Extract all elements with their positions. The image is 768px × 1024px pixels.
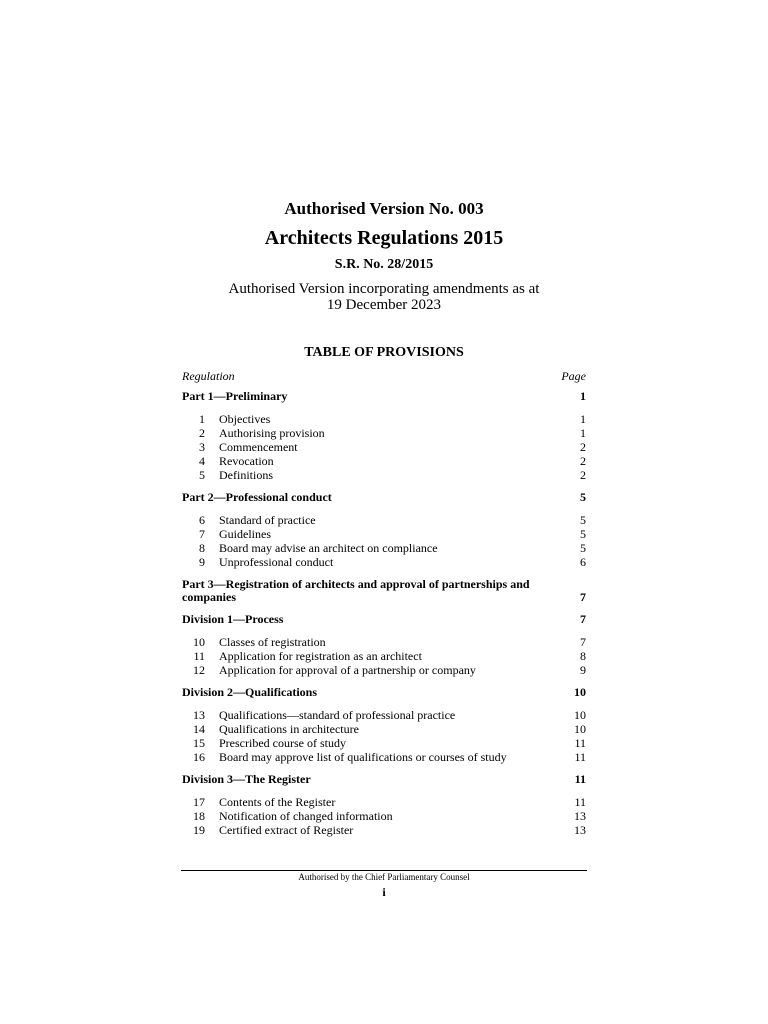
toc-entry-number: 13: [193, 708, 205, 722]
toc-entry[interactable]: [182, 635, 586, 649]
toc-entry-title: Standard of practice: [219, 513, 316, 527]
toc-entry-number: 12: [193, 663, 205, 677]
toc-entry-title: Unprofessional conduct: [219, 555, 334, 569]
toc-heading-entry[interactable]: [182, 578, 586, 604]
toc-entry-page: 9: [580, 663, 586, 677]
toc-entry-number: 11: [193, 649, 205, 663]
authorised-version-number: Authorised Version No. 003: [284, 199, 484, 218]
toc-entry-page: 5: [580, 513, 586, 527]
toc-entry-page: 1: [580, 426, 586, 440]
toc-entry[interactable]: [182, 823, 586, 837]
toc-entry[interactable]: [182, 750, 586, 764]
toc-heading-title: Part 2—Professional conduct: [182, 490, 332, 504]
incorporating-line-2: 19 December 2023: [326, 297, 442, 313]
toc-heading-title: Division 1—Process: [182, 612, 284, 626]
toc-heading-entry[interactable]: [182, 491, 586, 504]
toc-entry-page: 2: [580, 454, 586, 468]
toc-heading-entry[interactable]: [182, 613, 586, 626]
toc-entry-number: 5: [199, 468, 205, 482]
toc-body: [182, 390, 586, 846]
toc-entry-title: Authorising provision: [219, 426, 325, 440]
toc-entry-number: 10: [193, 635, 205, 649]
toc-entry-number: 1: [199, 412, 205, 426]
toc-heading-page: 1: [580, 389, 586, 403]
toc-heading: TABLE OF PROVISIONS: [304, 345, 464, 360]
toc-heading-entry[interactable]: [182, 686, 586, 699]
toc-heading-page: 10: [574, 685, 586, 699]
toc-entry-title: Board may advise an architect on compliance: [219, 541, 438, 555]
toc-entry[interactable]: [182, 541, 586, 555]
toc-entry-title: Classes of registration: [219, 635, 326, 649]
toc-entry[interactable]: [182, 440, 586, 454]
toc-entry[interactable]: [182, 809, 586, 823]
toc-entry[interactable]: [182, 412, 586, 426]
toc-entry-number: 8: [199, 541, 205, 555]
toc-entry-title: Board may approve list of qualifications or courses of study: [219, 750, 507, 764]
toc-entry-page: 10: [574, 708, 586, 722]
toc-entry[interactable]: [182, 527, 586, 541]
toc-entry-page: 6: [580, 555, 586, 569]
toc-entry-title: Application for approval of a partnership or company: [219, 663, 476, 677]
toc-entry-page: 11: [574, 750, 586, 764]
toc-heading-page: 7: [580, 590, 586, 604]
document-title: Architects Regulations 2015: [264, 227, 504, 249]
toc-entry-title: Prescribed course of study: [219, 736, 346, 750]
toc-entry-number: 15: [193, 736, 205, 750]
toc-entry-number: 18: [193, 809, 205, 823]
toc-entry[interactable]: [182, 736, 586, 750]
toc-entry-page: 7: [580, 635, 586, 649]
page-number: i: [382, 885, 386, 899]
toc-entry[interactable]: [182, 468, 586, 482]
toc-column-headers: [182, 369, 586, 383]
footer-divider: [181, 870, 587, 871]
toc-heading-entry[interactable]: [182, 390, 586, 403]
toc-entry-number: 6: [199, 513, 205, 527]
toc-entry-number: 4: [199, 454, 205, 468]
toc-heading-title: Division 3—The Register: [182, 772, 311, 786]
toc-heading-title: Part 3—Registration of architects and approval of partnerships and companies: [182, 577, 530, 604]
toc-entry[interactable]: [182, 663, 586, 677]
toc-entry[interactable]: [182, 555, 586, 569]
column-header-page: Page: [561, 369, 586, 383]
footer-authority: Authorised by the Chief Parliamentary Counsel: [298, 872, 470, 882]
toc-entry-number: 17: [193, 795, 205, 809]
toc-entry[interactable]: [182, 649, 586, 663]
toc-entry[interactable]: [182, 513, 586, 527]
toc-entry-page: 2: [580, 468, 586, 482]
toc-entry-page: 13: [574, 823, 586, 837]
toc-entry-page: 2: [580, 440, 586, 454]
toc-entry-title: Definitions: [219, 468, 273, 482]
column-header-regulation: Regulation: [182, 369, 235, 383]
toc-heading-title: Division 2—Qualifications: [182, 685, 318, 699]
toc-entry-number: 16: [193, 750, 205, 764]
toc-entry-title: Commencement: [219, 440, 298, 454]
toc-entry-page: 13: [574, 809, 586, 823]
toc-heading-page: 7: [580, 612, 586, 626]
toc-entry-number: 2: [199, 426, 205, 440]
toc-entry-number: 7: [199, 527, 205, 541]
toc-heading-title: Part 1—Preliminary: [182, 389, 288, 403]
statutory-rule-number: S.R. No. 28/2015: [334, 257, 434, 272]
toc-entry-page: 11: [574, 736, 586, 750]
group-spacer: [182, 837, 586, 846]
table-of-provisions: [182, 369, 586, 846]
toc-entry-page: 11: [574, 795, 586, 809]
toc-entry-title: Application for registration as an architect: [219, 649, 422, 663]
toc-entry-page: 5: [580, 527, 586, 541]
toc-entry-title: Contents of the Register: [219, 795, 336, 809]
incorporating-line-1: Authorised Version incorporating amendments as at: [228, 281, 540, 297]
toc-entry[interactable]: [182, 722, 586, 736]
toc-entry-number: 14: [193, 722, 205, 736]
toc-heading-page: 5: [580, 490, 586, 504]
toc-entry[interactable]: [182, 454, 586, 468]
toc-entry-number: 3: [199, 440, 205, 454]
toc-entry-page: 10: [574, 722, 586, 736]
toc-entry[interactable]: [182, 795, 586, 809]
toc-entry-title: Objectives: [219, 412, 271, 426]
toc-heading-page: 11: [574, 772, 586, 786]
toc-entry-number: 19: [193, 823, 205, 837]
toc-entry-title: Guidelines: [219, 527, 271, 541]
incorporating-amendments-note: [0, 281, 768, 313]
toc-entry[interactable]: [182, 708, 586, 722]
toc-entry-number: 9: [199, 555, 205, 569]
toc-entry-title: Qualifications—standard of professional practice: [219, 708, 456, 722]
toc-entry-title: Revocation: [219, 454, 274, 468]
toc-entry-page: 5: [580, 541, 586, 555]
toc-entry-title: Qualifications in architecture: [219, 722, 359, 736]
toc-entry-title: Certified extract of Register: [219, 823, 354, 837]
toc-heading-entry[interactable]: [182, 773, 586, 786]
toc-entry-page: 1: [580, 412, 586, 426]
toc-entry-title: Notification of changed information: [219, 809, 393, 823]
toc-entry-page: 8: [580, 649, 586, 663]
toc-entry[interactable]: [182, 426, 586, 440]
